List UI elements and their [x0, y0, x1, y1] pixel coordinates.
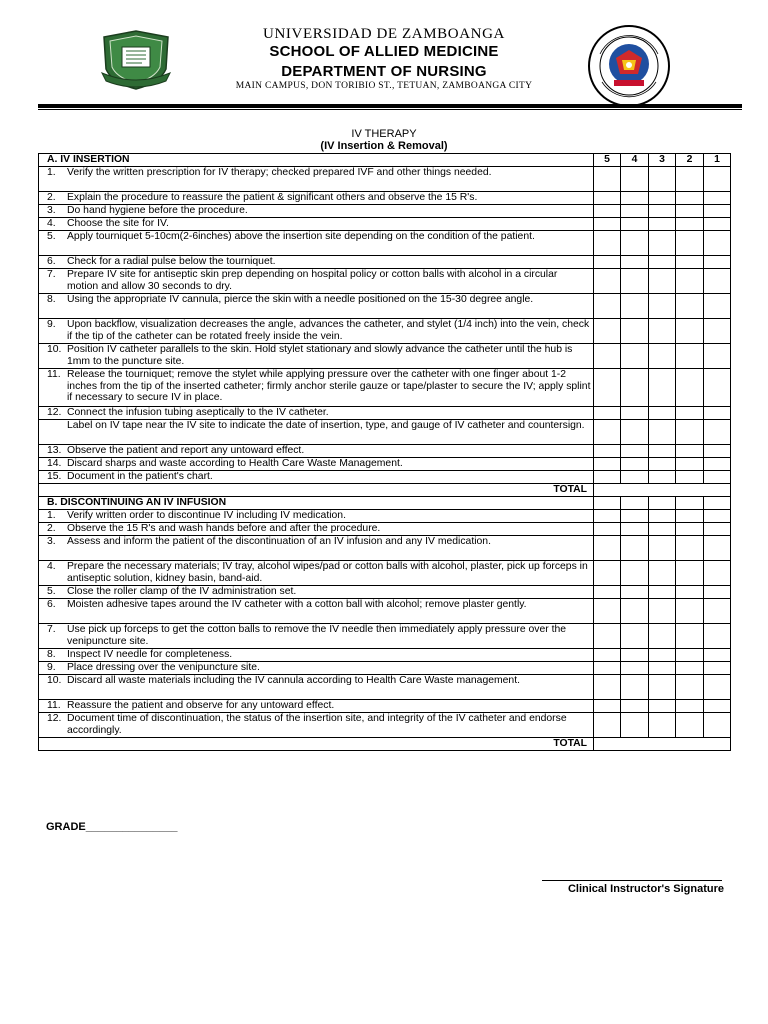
score-cell[interactable]: [649, 523, 676, 536]
score-cell[interactable]: [621, 649, 649, 662]
score-cell[interactable]: [649, 294, 676, 319]
table-row: [39, 561, 731, 586]
step-text: [39, 445, 594, 458]
checklist-body: [39, 154, 731, 751]
score-cell[interactable]: [676, 700, 704, 713]
score-cell[interactable]: [621, 561, 649, 586]
table-row: [39, 445, 731, 458]
score-cell[interactable]: [649, 344, 676, 369]
score-cell[interactable]: [704, 420, 731, 445]
step-text: [39, 675, 594, 700]
table-row: [39, 344, 731, 369]
score-cell[interactable]: [676, 458, 704, 471]
table-row: [39, 256, 731, 269]
score-cell[interactable]: [649, 471, 676, 484]
score-cell[interactable]: [594, 420, 621, 445]
score-cell[interactable]: [676, 344, 704, 369]
table-row: [39, 420, 731, 445]
score-cell[interactable]: [594, 510, 621, 523]
step-text: [39, 205, 594, 218]
step-number: 11.: [47, 369, 61, 380]
score-cell[interactable]: [704, 471, 731, 484]
score-cell[interactable]: [649, 599, 676, 624]
sectionA-heading-row: [39, 154, 731, 167]
step-number: 11.: [47, 700, 61, 711]
table-row: [39, 523, 731, 536]
step-number: 2.: [47, 192, 56, 203]
score-header-2: 2: [676, 154, 704, 167]
step-description: Choose the site for IV.: [67, 218, 169, 229]
step-number: 12.: [47, 407, 62, 418]
score-cell[interactable]: [704, 536, 731, 561]
score-cell[interactable]: [621, 344, 649, 369]
step-description: Apply tourniquet 5-10cm(2-6inches) above the insertion site depending on the condition of the patient.: [67, 231, 535, 242]
score-cell[interactable]: [704, 510, 731, 523]
score-cell[interactable]: [621, 599, 649, 624]
score-cell[interactable]: [676, 445, 704, 458]
score-cell[interactable]: [676, 205, 704, 218]
score-cell[interactable]: [649, 420, 676, 445]
score-cell[interactable]: [621, 256, 649, 269]
score-cell[interactable]: [621, 624, 649, 649]
score-cell[interactable]: [676, 471, 704, 484]
score-cell[interactable]: [621, 192, 649, 205]
score-cell[interactable]: [676, 269, 704, 294]
step-description: Upon backflow, visualization decreases the angle, advances the catheter, and stylet (1/4 inch) into the vein, check if the tip of the catheter can be rotated freely inside the vein.: [67, 319, 590, 342]
score-cell[interactable]: [621, 523, 649, 536]
score-cell[interactable]: [704, 269, 731, 294]
score-cell[interactable]: [621, 586, 649, 599]
score-cell[interactable]: [676, 319, 704, 344]
score-cell[interactable]: [621, 536, 649, 561]
score-cell[interactable]: [676, 523, 704, 536]
score-cell[interactable]: [649, 369, 676, 407]
score-cell[interactable]: [676, 662, 704, 675]
score-cell[interactable]: [704, 294, 731, 319]
step-description: Moisten adhesive tapes around the IV catheter with a cotton ball with alcohol; remove plaster gently.: [67, 599, 527, 610]
score-cell[interactable]: [649, 662, 676, 675]
score-cell[interactable]: [704, 586, 731, 599]
document-header: [0, 0, 768, 110]
table-row: [39, 471, 731, 484]
score-cell[interactable]: [676, 231, 704, 256]
section-heading: B. DISCONTINUING AN IV INFUSION: [39, 497, 594, 510]
score-cell[interactable]: [676, 497, 704, 510]
step-text: [39, 700, 594, 713]
score-cell[interactable]: [649, 445, 676, 458]
score-cell[interactable]: [704, 713, 731, 738]
score-cell[interactable]: [594, 192, 621, 205]
score-cell[interactable]: [704, 205, 731, 218]
score-cell[interactable]: [704, 445, 731, 458]
step-text: [39, 344, 594, 369]
score-cell[interactable]: [621, 294, 649, 319]
sectionB-heading-row: [39, 497, 731, 510]
score-cell[interactable]: [649, 269, 676, 294]
score-cell[interactable]: [704, 497, 731, 510]
step-text: [39, 407, 594, 420]
step-number: 6.: [47, 599, 56, 610]
step-description: Position IV catheter parallels to the skin. Hold stylet stationary and slowly advance the catheter until the hub is 1mm to the puncture site.: [67, 344, 573, 367]
table-row: [39, 675, 731, 700]
step-number: 6.: [47, 256, 56, 267]
score-cell[interactable]: [676, 407, 704, 420]
step-description: Label on IV tape near the IV site to indicate the date of insertion, type, and gauge of IV catheter and countersign.: [67, 420, 585, 431]
score-cell[interactable]: [594, 369, 621, 407]
step-description: Do hand hygiene before the procedure.: [67, 205, 248, 216]
total-score-cell[interactable]: [594, 484, 731, 497]
score-cell[interactable]: [649, 675, 676, 700]
total-label: TOTAL: [39, 738, 594, 751]
score-cell[interactable]: [676, 713, 704, 738]
score-cell[interactable]: [704, 192, 731, 205]
score-cell[interactable]: [704, 599, 731, 624]
step-text: [39, 510, 594, 523]
step-description: Connect the infusion tubing aseptically to the IV catheter.: [67, 407, 329, 418]
score-cell[interactable]: [621, 407, 649, 420]
score-cell[interactable]: [704, 662, 731, 675]
score-cell[interactable]: [704, 561, 731, 586]
score-header-5: 5: [594, 154, 621, 167]
score-cell[interactable]: [649, 713, 676, 738]
step-description: Verify the written prescription for IV therapy; checked prepared IVF and other things needed.: [67, 167, 492, 178]
step-number: 7.: [47, 624, 56, 635]
step-number: 8.: [47, 649, 56, 660]
score-cell[interactable]: [594, 269, 621, 294]
step-number: 1.: [47, 167, 56, 178]
score-cell[interactable]: [594, 599, 621, 624]
score-cell[interactable]: [594, 167, 621, 192]
signature-label: Clinical Instructor's Signature: [567, 883, 724, 895]
score-cell[interactable]: [649, 624, 676, 649]
table-row: [39, 536, 731, 561]
table-row: [39, 649, 731, 662]
step-number: 10.: [47, 675, 62, 686]
step-description: Prepare the necessary materials; IV tray, alcohol wipes/pad or cotton balls with alcohol, plaster, pick up forceps in antiseptic solution, kidney basin, band-aid.: [67, 561, 588, 584]
score-cell[interactable]: [594, 624, 621, 649]
score-cell[interactable]: [676, 167, 704, 192]
score-cell[interactable]: [704, 407, 731, 420]
school-name: SCHOOL OF ALLIED MEDICINE: [269, 43, 499, 60]
step-text: [39, 586, 594, 599]
form-subtitle: (IV Insertion & Removal): [320, 140, 448, 152]
checklist-table: [38, 153, 731, 751]
step-text: [39, 713, 594, 738]
score-cell[interactable]: [649, 649, 676, 662]
step-text: [39, 319, 594, 344]
score-cell[interactable]: [649, 205, 676, 218]
score-cell[interactable]: [649, 167, 676, 192]
score-cell[interactable]: [621, 497, 649, 510]
score-cell[interactable]: [676, 599, 704, 624]
score-cell[interactable]: [621, 458, 649, 471]
step-text: [39, 218, 594, 231]
table-row: [39, 510, 731, 523]
table-row: [39, 599, 731, 624]
step-number: 1.: [47, 510, 56, 521]
score-header-3: 3: [649, 154, 676, 167]
score-cell[interactable]: [649, 319, 676, 344]
step-number: 10.: [47, 344, 62, 355]
total-score-cell[interactable]: [594, 738, 731, 751]
score-cell[interactable]: [594, 471, 621, 484]
score-header-1: 1: [704, 154, 731, 167]
campus-address: MAIN CAMPUS, DON TORIBIO ST., TETUAN, ZAMBOANGA CITY: [235, 81, 533, 91]
table-row: [39, 218, 731, 231]
step-description: Discard all waste materials including the IV cannula according to Health Care Waste management.: [67, 675, 520, 686]
table-row: [39, 624, 731, 649]
score-cell[interactable]: [649, 510, 676, 523]
step-number: 4.: [47, 218, 56, 229]
university-name: UNIVERSIDAD DE ZAMBOANGA: [263, 26, 505, 42]
step-text: [39, 523, 594, 536]
step-text: [39, 471, 594, 484]
table-row: [39, 407, 731, 420]
step-description: Reassure the patient and observe for any untoward effect.: [67, 700, 335, 711]
table-row: [39, 586, 731, 599]
step-number: 5.: [47, 231, 56, 242]
score-cell[interactable]: [621, 445, 649, 458]
score-cell[interactable]: [594, 445, 621, 458]
table-row: [39, 713, 731, 738]
score-cell[interactable]: [649, 407, 676, 420]
score-cell[interactable]: [621, 471, 649, 484]
score-cell[interactable]: [594, 407, 621, 420]
form-title: IV THERAPY: [351, 128, 417, 140]
score-cell[interactable]: [594, 319, 621, 344]
step-number: 14.: [47, 458, 62, 469]
score-cell[interactable]: [594, 536, 621, 561]
score-cell[interactable]: [676, 294, 704, 319]
table-row: [39, 205, 731, 218]
step-number: 13.: [47, 445, 62, 456]
step-description: Inspect IV needle for completeness.: [67, 649, 233, 660]
score-cell[interactable]: [676, 649, 704, 662]
score-cell[interactable]: [621, 369, 649, 407]
step-text: [39, 420, 594, 445]
table-row: [39, 319, 731, 344]
table-row: [39, 458, 731, 471]
step-description: Prepare IV site for antiseptic skin prep depending on hospital policy or cotton balls with alcohol in a circular motion and allow 30 seconds to dry.: [67, 269, 558, 292]
step-description: Document in the patient's chart.: [67, 471, 213, 482]
section-heading: A. IV INSERTION: [39, 154, 594, 167]
score-cell[interactable]: [621, 205, 649, 218]
table-row: [39, 167, 731, 192]
step-text: [39, 624, 594, 649]
step-description: Use pick up forceps to get the cotton balls to remove the IV needle then immediately apply pressure over the venipuncture site.: [67, 624, 567, 647]
step-description: Explain the procedure to reassure the patient & significant others and observe the 15 R's.: [67, 192, 478, 203]
score-cell[interactable]: [676, 218, 704, 231]
table-row: [39, 700, 731, 713]
score-cell[interactable]: [649, 458, 676, 471]
step-description: Observe the patient and report any untoward effect.: [67, 445, 305, 456]
step-number: 5.: [47, 586, 56, 597]
grade-label: GRADE_______________: [46, 821, 178, 833]
step-number: 9.: [47, 662, 56, 673]
step-text: [39, 256, 594, 269]
score-cell[interactable]: [594, 497, 621, 510]
step-number: 15.: [47, 471, 62, 482]
score-cell[interactable]: [621, 319, 649, 344]
step-description: Assess and inform the patient of the discontinuation of an IV infusion and any IV medication.: [67, 536, 491, 547]
score-cell[interactable]: [594, 700, 621, 713]
score-cell[interactable]: [704, 458, 731, 471]
score-cell[interactable]: [704, 167, 731, 192]
step-number: 7.: [47, 269, 56, 280]
school-seal-logo: [586, 24, 672, 108]
step-number: 3.: [47, 536, 56, 547]
score-cell[interactable]: [649, 700, 676, 713]
score-cell[interactable]: [649, 218, 676, 231]
score-cell[interactable]: [676, 369, 704, 407]
score-cell[interactable]: [649, 497, 676, 510]
step-number: 8.: [47, 294, 56, 305]
score-cell[interactable]: [594, 294, 621, 319]
step-text: [39, 649, 594, 662]
score-cell[interactable]: [676, 586, 704, 599]
score-cell[interactable]: [621, 269, 649, 294]
step-description: Close the roller clamp of the IV administration set.: [67, 586, 297, 597]
step-number: 4.: [47, 561, 56, 572]
score-header-4: 4: [621, 154, 649, 167]
step-text: [39, 231, 594, 256]
score-cell[interactable]: [676, 536, 704, 561]
table-row: [39, 231, 731, 256]
score-cell[interactable]: [704, 624, 731, 649]
step-description: Document time of discontinuation, the status of the insertion site, and integrity of the IV catheter and endorse accordingly.: [67, 713, 567, 736]
sectionA-total-row: [39, 484, 731, 497]
step-text: [39, 458, 594, 471]
step-description: Observe the 15 R's and wash hands before and after the procedure.: [67, 523, 381, 534]
table-row: [39, 369, 731, 407]
table-row: [39, 269, 731, 294]
score-cell[interactable]: [594, 256, 621, 269]
score-cell[interactable]: [621, 662, 649, 675]
step-text: [39, 294, 594, 319]
score-cell[interactable]: [594, 586, 621, 599]
score-cell[interactable]: [594, 231, 621, 256]
score-cell[interactable]: [704, 700, 731, 713]
department-name: DEPARTMENT OF NURSING: [281, 63, 487, 80]
step-text: [39, 167, 594, 192]
score-cell[interactable]: [621, 700, 649, 713]
table-row: [39, 662, 731, 675]
score-cell[interactable]: [621, 231, 649, 256]
score-cell[interactable]: [621, 510, 649, 523]
score-cell[interactable]: [594, 713, 621, 738]
score-cell[interactable]: [649, 231, 676, 256]
score-cell[interactable]: [704, 523, 731, 536]
step-number: 2.: [47, 523, 56, 534]
step-description: Check for a radial pulse below the tourniquet.: [67, 256, 276, 267]
score-cell[interactable]: [621, 675, 649, 700]
step-text: [39, 192, 594, 205]
step-text: [39, 369, 594, 407]
score-cell[interactable]: [621, 420, 649, 445]
signature-line: [542, 880, 722, 881]
score-cell[interactable]: [676, 624, 704, 649]
score-cell[interactable]: [594, 561, 621, 586]
step-description: Place dressing over the venipuncture site.: [67, 662, 260, 673]
score-cell[interactable]: [704, 344, 731, 369]
score-cell[interactable]: [676, 675, 704, 700]
score-cell[interactable]: [621, 713, 649, 738]
step-description: Using the appropriate IV cannula, pierce the skin with a needle positioned on the 15-30 degree angle.: [67, 294, 534, 305]
total-label: TOTAL: [39, 484, 594, 497]
score-cell[interactable]: [594, 344, 621, 369]
score-cell[interactable]: [594, 662, 621, 675]
score-cell[interactable]: [594, 675, 621, 700]
score-cell[interactable]: [649, 586, 676, 599]
score-cell[interactable]: [676, 420, 704, 445]
step-text: [39, 269, 594, 294]
step-description: Discard sharps and waste according to Health Care Waste Management.: [67, 458, 403, 469]
header-divider-thin: [38, 109, 742, 110]
score-cell[interactable]: [594, 458, 621, 471]
score-cell[interactable]: [676, 510, 704, 523]
score-cell[interactable]: [704, 369, 731, 407]
score-cell[interactable]: [704, 649, 731, 662]
step-number: 12.: [47, 713, 62, 724]
score-cell[interactable]: [676, 192, 704, 205]
table-row: [39, 294, 731, 319]
step-description: Release the tourniquet; remove the stylet while applying pressure over the catheter with one finger about 1-2 inches from the tip of the inserted catheter; firmly anchor sterile gauze or tape/plaster to secure the IV; apply splint if necessary to secure IV in place.: [67, 369, 591, 403]
score-cell[interactable]: [594, 205, 621, 218]
score-cell[interactable]: [621, 218, 649, 231]
step-text: [39, 536, 594, 561]
step-number: 9.: [47, 319, 56, 330]
score-cell[interactable]: [594, 218, 621, 231]
score-cell[interactable]: [704, 256, 731, 269]
score-cell[interactable]: [649, 192, 676, 205]
header-divider-thick: [38, 104, 742, 108]
step-description: Verify written order to discontinue IV including IV medication.: [67, 510, 346, 521]
score-cell[interactable]: [704, 675, 731, 700]
score-cell[interactable]: [594, 523, 621, 536]
score-cell[interactable]: [621, 167, 649, 192]
score-cell[interactable]: [649, 536, 676, 561]
step-text: [39, 561, 594, 586]
score-cell[interactable]: [649, 561, 676, 586]
step-text: [39, 599, 594, 624]
score-cell[interactable]: [594, 649, 621, 662]
score-cell[interactable]: [676, 561, 704, 586]
step-number: 3.: [47, 205, 56, 216]
score-cell[interactable]: [704, 319, 731, 344]
score-cell[interactable]: [649, 256, 676, 269]
score-cell[interactable]: [704, 218, 731, 231]
sectionB-total-row: [39, 738, 731, 751]
score-cell[interactable]: [676, 256, 704, 269]
table-row: [39, 192, 731, 205]
score-cell[interactable]: [704, 231, 731, 256]
step-text: [39, 662, 594, 675]
